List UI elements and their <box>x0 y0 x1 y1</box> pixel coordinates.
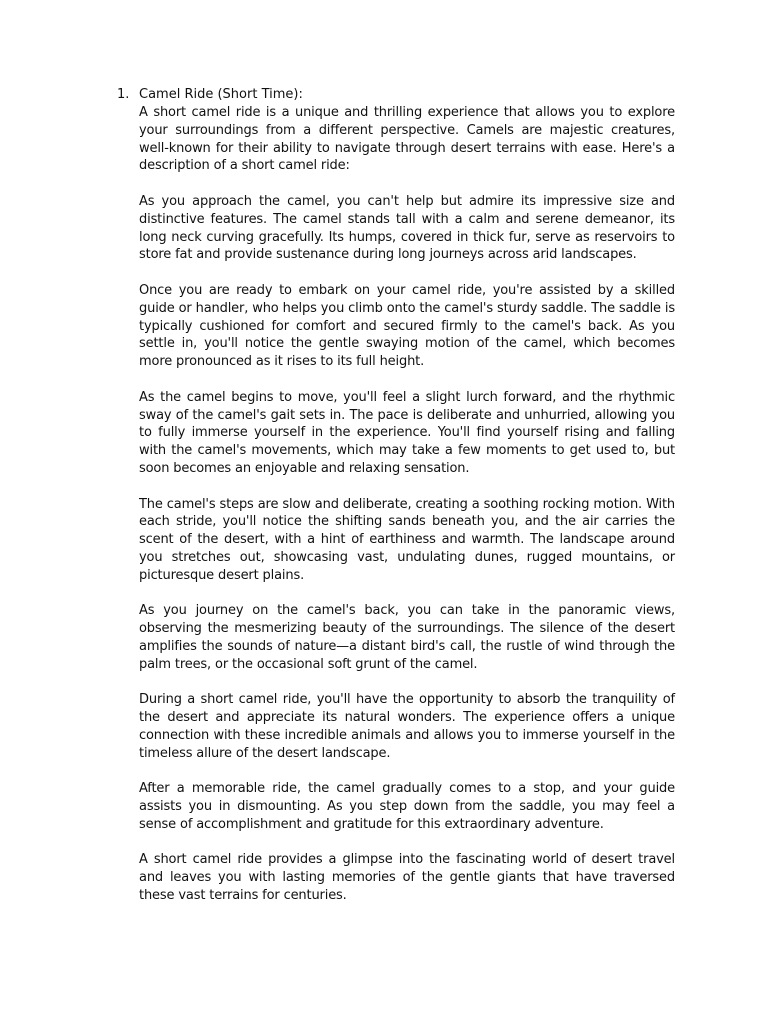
paragraph: After a memorable ride, the camel gradually comes to a stop, and your guide assists you in dismounting. As you step down from the saddle, you may feel a sense of accomplishment and gratitude for this extraordinary adventure. <box>139 781 675 832</box>
paragraph: The camel's steps are slow and deliberate, creating a soothing rocking motion. With each stride, you'll notice the shifting sands beneath you, and the air carries the scent of the desert, with a hint of earthiness and warmth. The landscape around you stretches out, showcasing vast, undulating dunes, rugged mountains, or picturesque desert plains. <box>139 496 675 583</box>
list-number: 1. <box>117 87 130 102</box>
section-heading: Camel Ride (Short Time): <box>139 87 303 102</box>
paragraph: As the camel begins to move, you'll feel a slight lurch forward, and the rhythmic sway of the camel's gait sets in. The pace is deliberate and unhurried, allowing you to fully immerse yourself in the experience. You'll find yourself rising and falling with the camel's movements, which may take a few moments to get used to, but soon becomes an enjoyable and relaxing sensation. <box>139 389 675 476</box>
paragraph: A short camel ride is a unique and thrilling experience that allows you to explore your surroundings from a different perspective. Camels are majestic creatures, well-known for their ability to navigate through desert terrains with ease. Here's a description of a short camel ride: <box>139 105 675 174</box>
paragraph: Once you are ready to embark on your camel ride, you're assisted by a skilled guide or handler, who helps you climb onto the camel's sturdy saddle. The saddle is typically cushioned for comfort and secured firmly to the camel's back. As you settle in, you'll notice the gentle swaying motion of the camel, which becomes more pronounced as it rises to its full height. <box>139 282 675 370</box>
paragraph: As you journey on the camel's back, you can take in the panoramic views, observing the mesmerizing beauty of the surroundings. The silence of the desert amplifies the sounds of nature—a distant bird's call, the rustle of wind through the palm trees, or the occasional soft grunt of the camel. <box>139 603 675 672</box>
numbered-list-item <box>113 86 675 905</box>
paragraph: During a short camel ride, you'll have the opportunity to absorb the tranquility of the desert and appreciate its natural wonders. The experience offers a unique connection with these incredible animals and allows you to immerse yourself in the timeless allure of the desert landscape. <box>139 692 675 761</box>
paragraph: A short camel ride provides a glimpse into the fascinating world of desert travel and leaves you with lasting memories of the gentle giants that have traversed these vast terrains for centuries. <box>139 852 675 904</box>
list-item-body <box>139 86 675 905</box>
paragraph: As you approach the camel, you can't help but admire its impressive size and distinctive features. The camel stands tall with a calm and serene demeanor, its long neck curving gracefully. Its humps, covered in thick fur, serve as reservoirs to store fat and provide sustenance during long journeys across arid landscapes. <box>139 193 675 263</box>
